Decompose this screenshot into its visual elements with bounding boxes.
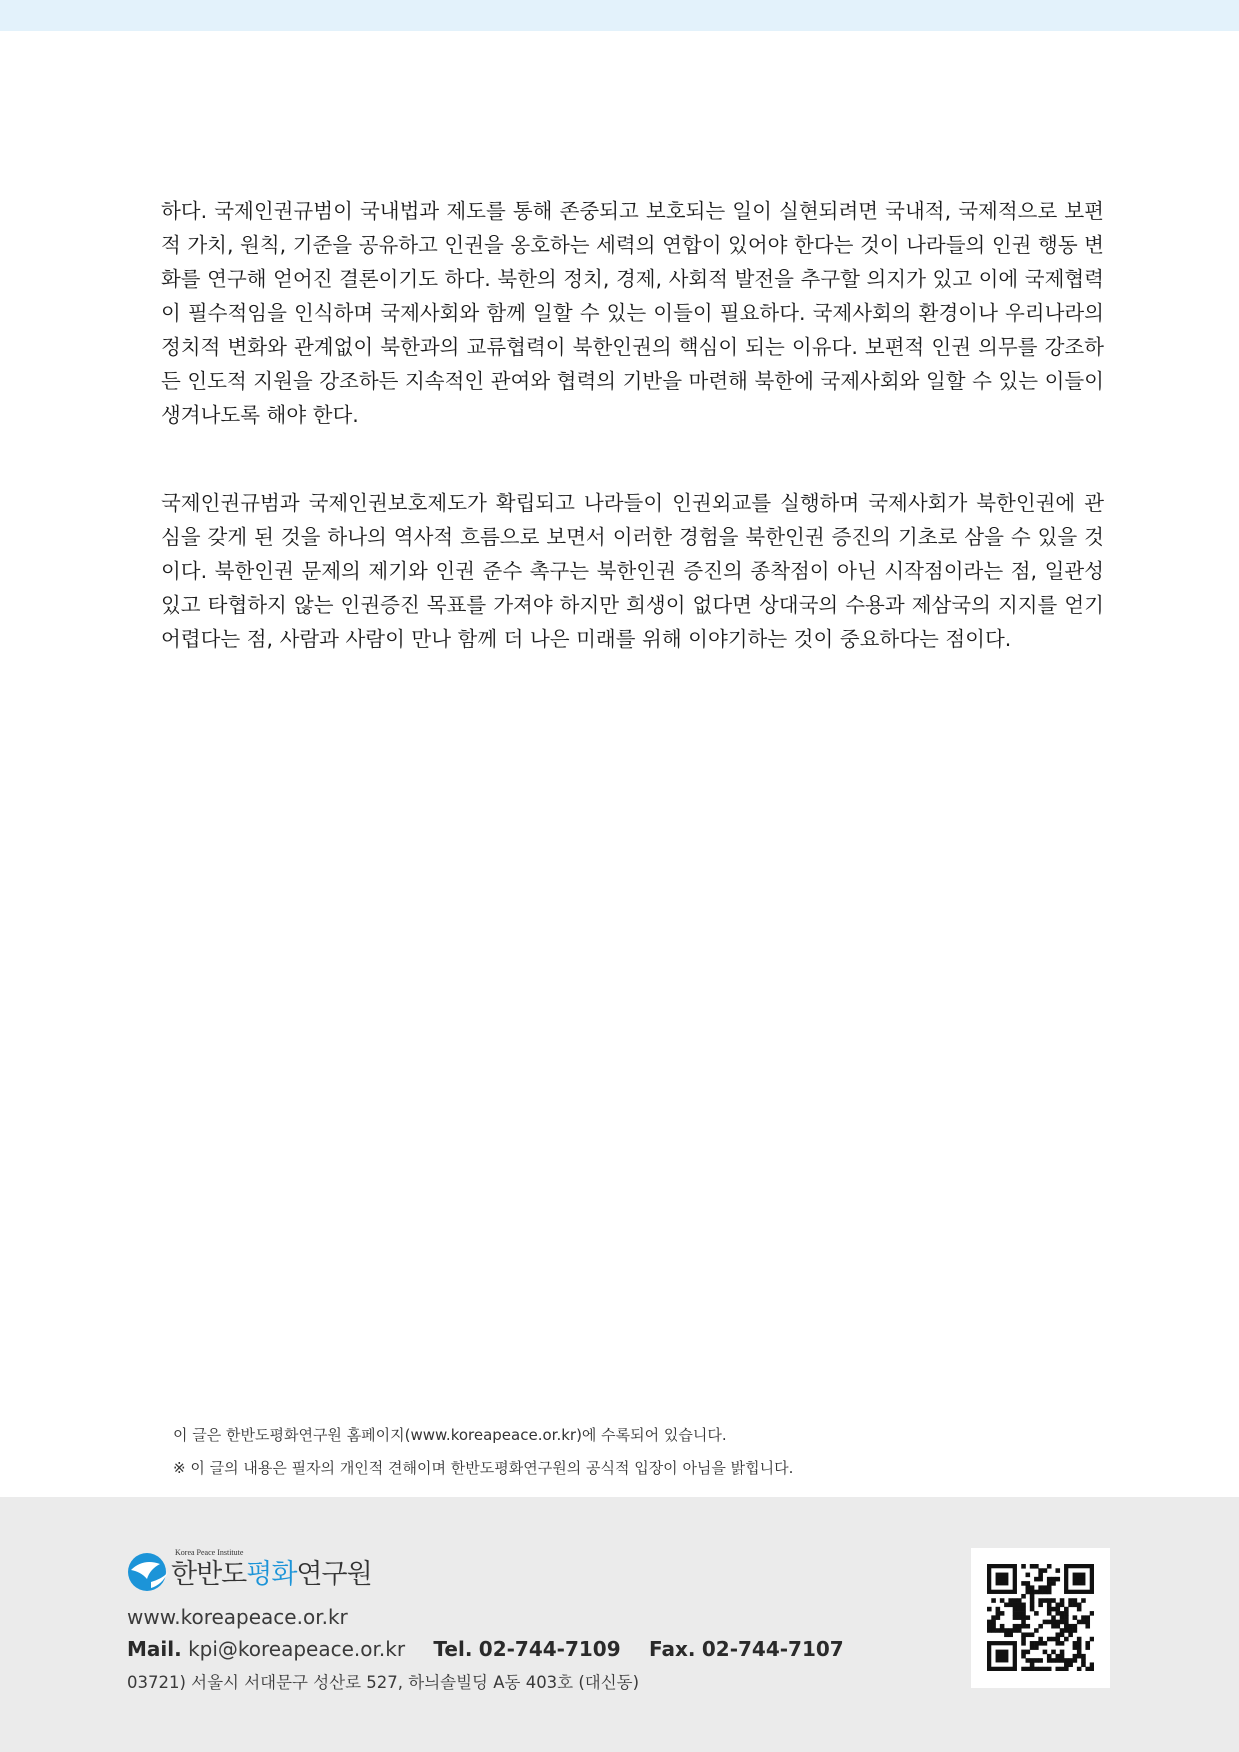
tel-label: Tel. [433, 1637, 473, 1661]
disclaimer-note: ※ 이 글의 내용은 필자의 개인적 견해이며 한반도평화연구원의 공식적 입장이 아님을 밝힙니다. [173, 1459, 794, 1477]
dove-logo-icon [127, 1548, 171, 1594]
logo-korean-name: 한반도평화연구원 [171, 1559, 372, 1590]
qr-code[interactable] [971, 1548, 1110, 1688]
source-note: 이 글은 한반도평화연구원 홈페이지(www.koreapeace.or.kr)에 수록되어 있습니다. [173, 1426, 727, 1444]
fax-value: 02-744-7107 [701, 1637, 844, 1661]
logo-english-name: Korea Peace Institute [175, 1548, 244, 1557]
mail-link[interactable]: kpi@koreapeace.or.kr [188, 1637, 406, 1661]
fax-label: Fax. [649, 1637, 696, 1661]
top-color-band [0, 0, 1239, 31]
footer [0, 1497, 1239, 1752]
body-paragraph-2: 국제인권규범과 국제인권보호제도가 확립되고 나라들이 인권외교를 실행하며 국제사회가 북한인권에 관심을 갖게 된 것을 하나의 역사적 흐름으로 보면서 이러한 경험을 북한인권 증진의 기초로 삼을 수 있을 것이다. 북한인권 문제의 제기와 인권 준수 촉구는 북한인권 증진의 종착점이 아닌 시작점이라는 점, 일관성 있고 타협하지 않는 인권증진 목표를 가져야 하지만 희생이 없다면 상대국의 수용과 제삼국의 지지를 얻기 어렵다는 점, 사람과 사람이 만나 함께 더 나은 미래를 위해 이야기하는 것이 중요하다는 점이다. [161, 491, 1104, 651]
postal-address: 03721) 서울시 서대문구 성산로 527, 하늬솔빌딩 A동 403호 (대신동) [127, 1673, 640, 1692]
tel-value: 02-744-7109 [478, 1637, 621, 1661]
mail-label: Mail. [127, 1637, 182, 1661]
institute-logo[interactable] [127, 1546, 387, 1596]
website-link[interactable]: www.koreapeace.or.kr [127, 1605, 348, 1629]
body-paragraph-1: 하다. 국제인권규범이 국내법과 제도를 통해 존중되고 보호되는 일이 실현되려면 국내적, 국제적으로 보편적 가치, 원칙, 기준을 공유하고 인권을 옹호하는 세력의 연합이 있어야 한다는 것이 나라들의 인권 행동 변화를 연구해 얻어진 결론이기도 하다. 북한의 정치, 경제, 사회적 발전을 추구할 의지가 있고 이에 국제협력이 필수적임을 인식하며 국제사회와 함께 일할 수 있는 이들이 필요하다. 국제사회의 환경이나 우리나라의 정치적 변화와 관계없이 북한과의 교류협력이 북한인권의 핵심이 되는 이유다. 보편적 인권 의무를 강조하든 인도적 지원을 강조하든 지속적인 관여와 협력의 기반을 마련해 북한에 국제사회와 일할 수 있는 이들이 생겨나도록 해야 한다. [161, 199, 1104, 427]
qr-code-icon [987, 1564, 1094, 1671]
notes [173, 1419, 793, 1485]
contact-line [127, 1637, 844, 1661]
